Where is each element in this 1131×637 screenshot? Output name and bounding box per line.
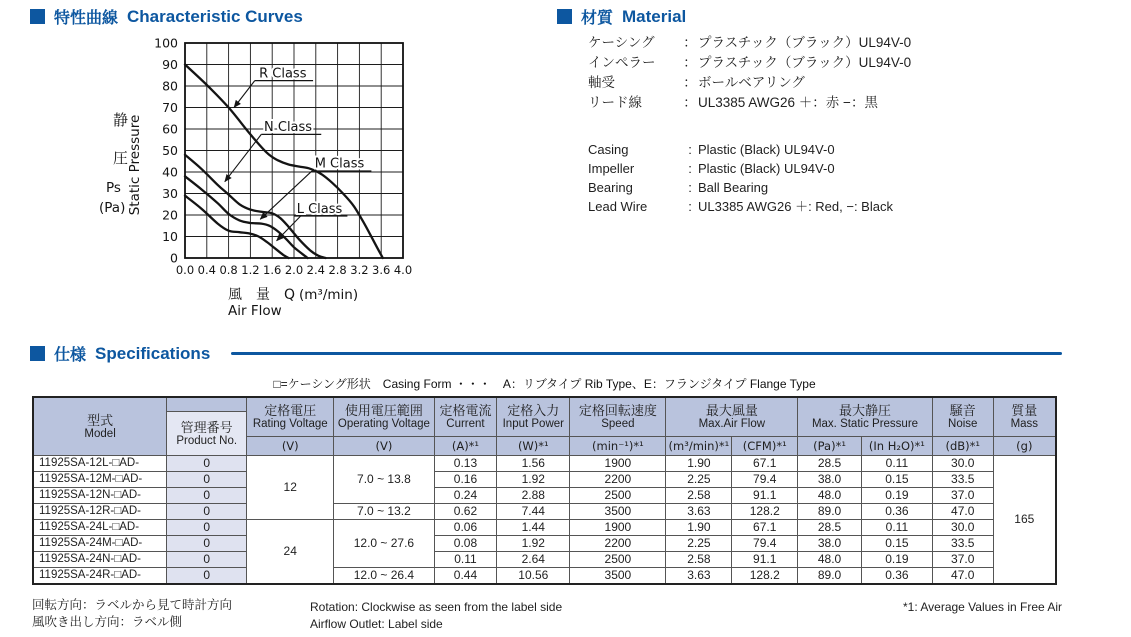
table-cell-model: 11925SA-12L-□AD- xyxy=(33,456,167,472)
table-cell-model: 11925SA-24M-□AD- xyxy=(33,536,167,552)
section-header-curves xyxy=(30,5,303,28)
section-title-en: Characteristic Curves xyxy=(127,6,303,26)
table-cell-value: 0.36 xyxy=(861,504,932,520)
table-cell-value: 2.58 xyxy=(666,488,732,504)
casing-form-note: □=ケーシング形状 Casing Form ・・・ A：リブタイプ Rib Type、E：フランジタイプ Flange Type xyxy=(273,377,816,391)
table-cell-value: 47.0 xyxy=(932,504,993,520)
material-label: Impeller xyxy=(588,161,635,176)
rotation-note-ja: 回転方向：ラベルから見て時計方向 xyxy=(32,598,233,612)
svg-text:R Class: R Class xyxy=(259,66,307,82)
table-cell-model: 11925SA-12N-□AD- xyxy=(33,488,167,504)
table-row xyxy=(33,552,1056,568)
table-cell-value: 0.24 xyxy=(434,488,497,504)
outlet-note-en: Airflow Outlet: Label side xyxy=(310,617,443,631)
col-header-noise: 騒音 Noise xyxy=(932,397,993,437)
svg-text:L Class: L Class xyxy=(296,201,343,217)
table-cell-value: 24 xyxy=(247,520,334,585)
svg-text:N Class: N Class xyxy=(264,120,313,136)
colon: : xyxy=(688,142,692,157)
section-bullet-icon xyxy=(30,9,45,24)
material-value: プラスチック（ブラック）UL94V-0 xyxy=(698,55,912,70)
svg-text:2.4: 2.4 xyxy=(306,263,325,277)
specifications-table xyxy=(32,396,1057,585)
table-cell-value: 0.06 xyxy=(434,520,497,536)
table-cell-value: 0.16 xyxy=(434,472,497,488)
table-cell-pno: 0 xyxy=(167,456,247,472)
svg-text:3.6: 3.6 xyxy=(372,263,391,277)
svg-text:4.0: 4.0 xyxy=(393,263,413,277)
section-header-specs xyxy=(30,342,1062,365)
table-cell-value: 1.92 xyxy=(497,472,570,488)
svg-text:60: 60 xyxy=(162,121,178,137)
section-title-ja: 特性曲線 xyxy=(54,10,119,27)
rotation-note-en: Rotation: Clockwise as seen from the label side xyxy=(310,600,563,614)
unit-speed: (min⁻¹)*¹ xyxy=(570,437,666,456)
material-row xyxy=(588,140,893,159)
table-cell-value: 38.0 xyxy=(798,536,862,552)
unit-air-flow-cfm: (CFM)*¹ xyxy=(732,437,798,456)
table-cell-value: 7.0 ~ 13.8 xyxy=(334,456,434,504)
table-cell-mass: 165 xyxy=(993,456,1056,585)
material-value: Plastic (Black) UL94V-0 xyxy=(698,161,835,176)
material-list-ja xyxy=(588,33,911,113)
table-cell-value: 0.11 xyxy=(861,520,932,536)
material-row xyxy=(588,53,911,73)
colon: : xyxy=(688,161,692,176)
table-cell-value: 1.56 xyxy=(497,456,570,472)
table-cell-value: 7.0 ~ 13.2 xyxy=(334,504,434,520)
table-cell-value: 0.15 xyxy=(861,536,932,552)
colon: ： xyxy=(683,95,697,110)
svg-text:1.6: 1.6 xyxy=(263,263,282,277)
table-cell-value: 1.90 xyxy=(666,456,732,472)
section-title-ja: 仕様 xyxy=(54,347,87,364)
table-cell-value: 2.88 xyxy=(497,488,570,504)
table-cell-value: 30.0 xyxy=(932,520,993,536)
section-bullet-icon xyxy=(30,346,45,361)
colon: : xyxy=(688,180,692,195)
material-list-en xyxy=(588,140,893,216)
table-cell-value: 30.0 xyxy=(932,456,993,472)
svg-text:2.8: 2.8 xyxy=(328,263,347,277)
colon: ： xyxy=(683,35,697,50)
table-cell-value: 3.63 xyxy=(666,568,732,585)
table-cell-pno: 0 xyxy=(167,504,247,520)
table-cell-value: 37.0 xyxy=(932,552,993,568)
unit-pressure-inh2o: (In H₂O)*¹ xyxy=(861,437,932,456)
col-header-product-no: 管理番号 Product No. xyxy=(167,397,247,456)
unit-operating-voltage: (V) xyxy=(334,437,434,456)
table-cell-value: 33.5 xyxy=(932,536,993,552)
section-title-en: Material xyxy=(622,6,687,26)
table-cell-value: 128.2 xyxy=(732,504,798,520)
table-cell-value: 12 xyxy=(247,456,334,520)
table-cell-pno: 0 xyxy=(167,568,247,585)
svg-text:40: 40 xyxy=(162,164,178,180)
table-cell-model: 11925SA-24R-□AD- xyxy=(33,568,167,585)
col-header-max-static-pressure: 最大静圧 Max. Static Pressure xyxy=(798,397,933,437)
table-cell-pno: 0 xyxy=(167,536,247,552)
svg-text:静: 静 xyxy=(113,111,129,129)
section-header-material xyxy=(557,5,686,28)
table-cell-value: 10.56 xyxy=(497,568,570,585)
svg-text:風 量 Q: 風 量 Q xyxy=(228,287,296,303)
material-label: Lead Wire xyxy=(588,199,648,214)
unit-pressure-pa: (Pa)*¹ xyxy=(798,437,862,456)
table-cell-value: 0.11 xyxy=(861,456,932,472)
table-cell-model: 11925SA-24N-□AD- xyxy=(33,552,167,568)
svg-text:3.2: 3.2 xyxy=(350,263,369,277)
table-cell-value: 3500 xyxy=(570,504,666,520)
table-cell-value: 2500 xyxy=(570,488,666,504)
svg-text:10: 10 xyxy=(162,229,178,244)
table-cell-value: 0.19 xyxy=(861,488,932,504)
material-value: UL3385 AWG26 ＋：赤 −：黒 xyxy=(698,95,878,110)
material-row xyxy=(588,159,893,178)
colon: : xyxy=(688,199,692,214)
table-cell-value: 2.64 xyxy=(497,552,570,568)
table-cell-value: 128.2 xyxy=(732,568,798,585)
footnote-ja xyxy=(32,597,232,631)
table-cell-value: 0.62 xyxy=(434,504,497,520)
table-cell-value: 0.44 xyxy=(434,568,497,585)
average-values-note: *1: Average Values in Free Air xyxy=(903,600,1062,614)
col-header-rating-voltage: 定格電圧 Rating Voltage xyxy=(247,397,334,437)
col-header-speed: 定格回転速度 Speed xyxy=(570,397,666,437)
table-cell-pno: 0 xyxy=(167,488,247,504)
table-cell-value: 33.5 xyxy=(932,472,993,488)
table-cell-value: 67.1 xyxy=(732,456,798,472)
svg-text:50: 50 xyxy=(162,143,178,158)
table-row xyxy=(33,456,1056,472)
table-cell-pno: 0 xyxy=(167,472,247,488)
table-cell-value: 37.0 xyxy=(932,488,993,504)
svg-text:M Class: M Class xyxy=(314,156,365,172)
table-cell-value: 3500 xyxy=(570,568,666,585)
table-cell-value: 28.5 xyxy=(798,456,862,472)
table-cell-value: 2500 xyxy=(570,552,666,568)
material-row xyxy=(588,93,911,113)
table-cell-value: 12.0 ~ 26.4 xyxy=(334,568,434,585)
table-cell-model: 11925SA-12R-□AD- xyxy=(33,504,167,520)
col-header-operating-voltage: 使用電圧範囲 Operating Voltage xyxy=(334,397,434,437)
unit-noise: (dB)*¹ xyxy=(932,437,993,456)
table-cell-value: 91.1 xyxy=(732,488,798,504)
material-label: ケーシング xyxy=(588,35,655,50)
table-cell-value: 3.63 xyxy=(666,504,732,520)
col-header-mass: 質量 Mass xyxy=(993,397,1056,437)
svg-text:(Pa): (Pa) xyxy=(99,200,126,216)
section-bullet-icon xyxy=(557,9,572,24)
svg-text:80: 80 xyxy=(162,78,178,94)
svg-text:Static Pressure: Static Pressure xyxy=(127,114,143,216)
unit-air-flow-m3: (m³/min)*¹ xyxy=(666,437,732,456)
material-label: 軸受 xyxy=(588,75,615,90)
material-label: インペラー xyxy=(588,55,656,70)
table-cell-value: 12.0 ~ 27.6 xyxy=(334,520,434,568)
material-row xyxy=(588,73,911,93)
table-cell-pno: 0 xyxy=(167,552,247,568)
material-row xyxy=(588,33,911,53)
material-label: Casing xyxy=(588,142,629,157)
table-row xyxy=(33,472,1056,488)
section-title-en: Specifications xyxy=(95,343,211,363)
colon: ： xyxy=(683,55,697,70)
svg-text:0.4: 0.4 xyxy=(197,263,216,277)
table-cell-value: 48.0 xyxy=(798,488,862,504)
table-row xyxy=(33,520,1056,536)
table-cell-value: 91.1 xyxy=(732,552,798,568)
svg-text:圧: 圧 xyxy=(113,149,129,167)
col-header-current: 定格電流 Current xyxy=(434,397,497,437)
table-cell-pno: 0 xyxy=(167,520,247,536)
section-rule xyxy=(231,352,1062,355)
table-cell-value: 1900 xyxy=(570,456,666,472)
svg-text:Air Flow: Air Flow xyxy=(228,303,282,319)
col-header-model: 型式 Model xyxy=(33,397,167,456)
table-cell-value: 38.0 xyxy=(798,472,862,488)
characteristic-curves-chart xyxy=(92,28,424,326)
table-cell-value: 0.19 xyxy=(861,552,932,568)
table-cell-value: 28.5 xyxy=(798,520,862,536)
svg-text:20: 20 xyxy=(162,207,178,223)
table-cell-model: 11925SA-12M-□AD- xyxy=(33,472,167,488)
svg-text:1.2: 1.2 xyxy=(241,263,260,277)
table-row xyxy=(33,504,1056,520)
table-cell-value: 0.15 xyxy=(861,472,932,488)
svg-text:(m³/min): (m³/min) xyxy=(299,287,359,303)
table-cell-model: 11925SA-24L-□AD- xyxy=(33,520,167,536)
svg-text:100: 100 xyxy=(154,35,178,51)
unit-input-power: (W)*¹ xyxy=(497,437,570,456)
table-cell-value: 7.44 xyxy=(497,504,570,520)
col-header-input-power: 定格入力 Input Power xyxy=(497,397,570,437)
svg-text:30: 30 xyxy=(162,186,178,201)
table-cell-value: 1.92 xyxy=(497,536,570,552)
table-cell-value: 2.25 xyxy=(666,536,732,552)
table-cell-value: 0.11 xyxy=(434,552,497,568)
table-cell-value: 2.25 xyxy=(666,472,732,488)
unit-rating-voltage: (V) xyxy=(247,437,334,456)
outlet-note-ja: 風吹き出し方向：ラベル側 xyxy=(32,615,183,629)
table-cell-value: 67.1 xyxy=(732,520,798,536)
material-label: Bearing xyxy=(588,180,633,195)
svg-text:2.0: 2.0 xyxy=(284,263,304,277)
material-label: リード線 xyxy=(588,95,642,110)
material-value: Ball Bearing xyxy=(698,180,769,195)
material-row xyxy=(588,178,893,197)
svg-text:0.8: 0.8 xyxy=(219,263,238,277)
table-cell-value: 79.4 xyxy=(732,472,798,488)
material-value: ボールベアリング xyxy=(698,75,805,90)
table-cell-value: 0.08 xyxy=(434,536,497,552)
material-value: UL3385 AWG26 ＋: Red, −: Black xyxy=(698,199,893,214)
table-cell-value: 2.58 xyxy=(666,552,732,568)
table-cell-value: 79.4 xyxy=(732,536,798,552)
table-cell-value: 1.90 xyxy=(666,520,732,536)
svg-text:Ps: Ps xyxy=(106,180,121,196)
material-value: Plastic (Black) UL94V-0 xyxy=(698,142,835,157)
table-cell-value: 48.0 xyxy=(798,552,862,568)
svg-text:0: 0 xyxy=(170,250,178,266)
table-row xyxy=(33,488,1056,504)
table-cell-value: 2200 xyxy=(570,472,666,488)
footnote-en xyxy=(310,599,562,633)
material-value: プラスチック（ブラック）UL94V-0 xyxy=(698,35,912,50)
table-cell-value: 2200 xyxy=(570,536,666,552)
unit-current: (A)*¹ xyxy=(434,437,497,456)
section-title-ja: 材質 xyxy=(581,10,614,27)
svg-text:0.0: 0.0 xyxy=(175,263,195,277)
table-cell-value: 0.13 xyxy=(434,456,497,472)
table-cell-value: 89.0 xyxy=(798,568,862,585)
svg-text:70: 70 xyxy=(162,100,178,115)
colon: ： xyxy=(683,75,697,90)
table-cell-value: 89.0 xyxy=(798,504,862,520)
table-cell-value: 0.36 xyxy=(861,568,932,585)
unit-mass: (g) xyxy=(993,437,1056,456)
col-header-max-air-flow: 最大風量 Max.Air Flow xyxy=(666,397,798,437)
table-row xyxy=(33,568,1056,585)
table-row xyxy=(33,536,1056,552)
material-row xyxy=(588,197,893,216)
table-cell-value: 47.0 xyxy=(932,568,993,585)
table-cell-value: 1900 xyxy=(570,520,666,536)
svg-text:90: 90 xyxy=(162,57,178,72)
table-cell-value: 1.44 xyxy=(497,520,570,536)
